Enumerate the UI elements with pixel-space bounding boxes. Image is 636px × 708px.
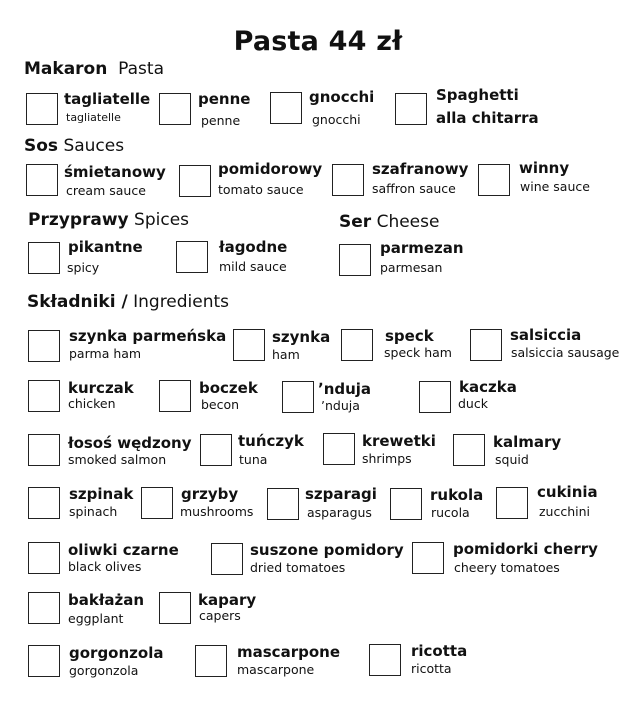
page-title: Pasta 44 zł <box>233 26 403 57</box>
item-label-pl: parmezan <box>380 239 464 257</box>
checkbox[interactable] <box>339 244 371 276</box>
checkbox[interactable] <box>176 241 208 273</box>
item-label-en: tagliatelle <box>66 111 121 124</box>
item-label-en: shrimps <box>362 451 412 466</box>
item-label-pl: pikantne <box>68 238 143 256</box>
item-label-pl: gnocchi <box>309 88 375 106</box>
checkbox[interactable] <box>419 381 451 413</box>
item-label-pl: oliwki czarne <box>68 541 179 559</box>
section-sauces-en: Sauces <box>63 136 125 156</box>
section-cheese-pl: Ser <box>339 212 372 232</box>
checkbox[interactable] <box>323 433 355 465</box>
item-label-en: spicy <box>67 260 100 275</box>
checkbox[interactable] <box>282 381 314 413</box>
checkbox[interactable] <box>26 164 58 196</box>
item-label-pl: śmietanowy <box>64 163 166 181</box>
item-label-en: cheery tomatoes <box>454 560 560 575</box>
item-label-pl: łagodne <box>219 238 288 256</box>
checkbox[interactable] <box>179 165 211 197</box>
item-label-en: gnocchi <box>312 112 361 127</box>
checkbox[interactable] <box>28 645 60 677</box>
item-label-en: wine sauce <box>520 179 590 194</box>
checkbox[interactable] <box>141 487 173 519</box>
item-label-en: zucchini <box>539 504 591 519</box>
item-label-pl: penne <box>198 90 251 108</box>
item-label-en: ham <box>272 347 300 362</box>
checkbox[interactable] <box>28 542 60 574</box>
checkbox[interactable] <box>28 242 60 274</box>
item-label-en: penne <box>201 113 241 128</box>
checkbox[interactable] <box>26 93 58 125</box>
item-label-pl: kaczka <box>459 378 517 396</box>
checkbox[interactable] <box>332 164 364 196</box>
item-label-pl-line2: alla chitarra <box>436 109 539 127</box>
item-label-pl: speck <box>385 327 434 345</box>
item-label-en: dried tomatoes <box>250 560 346 575</box>
item-label-pl: tagliatelle <box>64 90 151 108</box>
item-label-pl: pomidorowy <box>218 160 323 178</box>
item-label-pl: szynka <box>272 328 331 346</box>
item-label-pl: mascarpone <box>237 643 340 661</box>
checkbox[interactable] <box>28 380 60 412</box>
item-label-en: smoked salmon <box>68 452 167 467</box>
checkbox[interactable] <box>159 93 191 125</box>
item-label-en: black olives <box>68 559 142 574</box>
checkbox[interactable] <box>200 434 232 466</box>
item-label-pl: ʼnduja <box>318 380 372 398</box>
checkbox[interactable] <box>28 434 60 466</box>
item-label-en: gorgonzola <box>69 663 139 678</box>
section-ingredients-en: Ingredients <box>133 292 230 312</box>
item-label-en: asparagus <box>307 505 372 520</box>
section-spices-en: Spices <box>134 210 190 230</box>
item-label-pl: krewetki <box>362 432 436 450</box>
section-sauces-pl: Sos <box>24 136 59 156</box>
checkbox[interactable] <box>341 329 373 361</box>
section-cheese <box>339 212 439 232</box>
item-label-pl: Spaghetti <box>436 86 519 104</box>
item-label-en: tuna <box>239 452 268 467</box>
checkbox[interactable] <box>470 329 502 361</box>
item-label-pl: cukinia <box>537 483 598 501</box>
item-label-pl: rukola <box>430 486 484 504</box>
item-label-en: chicken <box>68 396 116 411</box>
item-label-en: cream sauce <box>66 183 146 198</box>
item-label-pl: szpinak <box>69 485 134 503</box>
item-label-en: mascarpone <box>237 662 315 677</box>
item-label-pl: suszone pomidory <box>250 541 404 559</box>
item-label-en: duck <box>458 396 488 411</box>
section-pasta <box>24 59 164 79</box>
item-label-en: tomato sauce <box>218 182 304 197</box>
item-label-pl: tuńczyk <box>238 432 304 450</box>
checkbox[interactable] <box>369 644 401 676</box>
checkbox[interactable] <box>233 329 265 361</box>
checkbox[interactable] <box>390 488 422 520</box>
item-label-pl: salsiccia <box>510 326 582 344</box>
item-label-en: capers <box>199 608 241 623</box>
item-label-en: speck ham <box>384 345 452 360</box>
section-spices <box>28 210 189 230</box>
section-cheese-en: Cheese <box>376 212 440 232</box>
section-ingredients <box>27 292 229 312</box>
checkbox[interactable] <box>267 488 299 520</box>
section-spices-pl: Przyprawy <box>28 210 129 230</box>
item-label-pl: szparagi <box>305 485 377 503</box>
checkbox[interactable] <box>159 592 191 624</box>
item-label-en: eggplant <box>68 611 124 626</box>
checkbox[interactable] <box>28 487 60 519</box>
item-label-pl: szynka parmeńska <box>69 327 227 345</box>
item-label-pl: szafranowy <box>372 160 469 178</box>
item-label-pl: ricotta <box>411 642 468 660</box>
checkbox[interactable] <box>159 380 191 412</box>
checkbox[interactable] <box>270 92 302 124</box>
checkbox[interactable] <box>496 487 528 519</box>
section-pasta-pl: Makaron <box>24 59 108 79</box>
item-label-en: ricotta <box>411 661 452 676</box>
item-label-pl: grzyby <box>181 485 239 503</box>
item-label-pl: boczek <box>199 379 258 397</box>
item-label-en: rucola <box>431 505 470 520</box>
section-sauces <box>24 136 124 156</box>
section-ingredients-pl: Składniki / <box>27 292 128 312</box>
checkbox[interactable] <box>395 93 427 125</box>
checkbox[interactable] <box>412 542 444 574</box>
item-label-pl: pomidorki cherry <box>453 540 598 558</box>
checkbox[interactable] <box>211 543 243 575</box>
item-label-en: parma ham <box>69 346 142 361</box>
item-label-en: parmesan <box>380 260 443 275</box>
item-label-en: squid <box>495 452 529 467</box>
item-label-en: mild sauce <box>219 259 287 274</box>
checkbox[interactable] <box>478 164 510 196</box>
item-label-en: salsiccia sausage <box>511 345 620 360</box>
item-label-en: spinach <box>69 504 118 519</box>
checkbox[interactable] <box>453 434 485 466</box>
item-label-pl: bakłażan <box>68 591 145 609</box>
item-label-pl: łosoś wędzony <box>68 434 192 452</box>
item-label-en: becon <box>201 397 240 412</box>
item-label-en: saffron sauce <box>372 181 456 196</box>
item-label-pl: kurczak <box>68 379 134 397</box>
checkbox[interactable] <box>195 645 227 677</box>
item-label-pl: kapary <box>198 591 257 609</box>
item-label-pl: gorgonzola <box>69 644 164 662</box>
item-label-en: mushrooms <box>180 504 254 519</box>
item-label-pl: winny <box>519 159 570 177</box>
checkbox[interactable] <box>28 592 60 624</box>
item-label-en: ʼnduja <box>321 398 360 413</box>
section-pasta-en: Pasta <box>118 59 165 79</box>
item-label-pl: kalmary <box>493 433 562 451</box>
checkbox[interactable] <box>28 330 60 362</box>
